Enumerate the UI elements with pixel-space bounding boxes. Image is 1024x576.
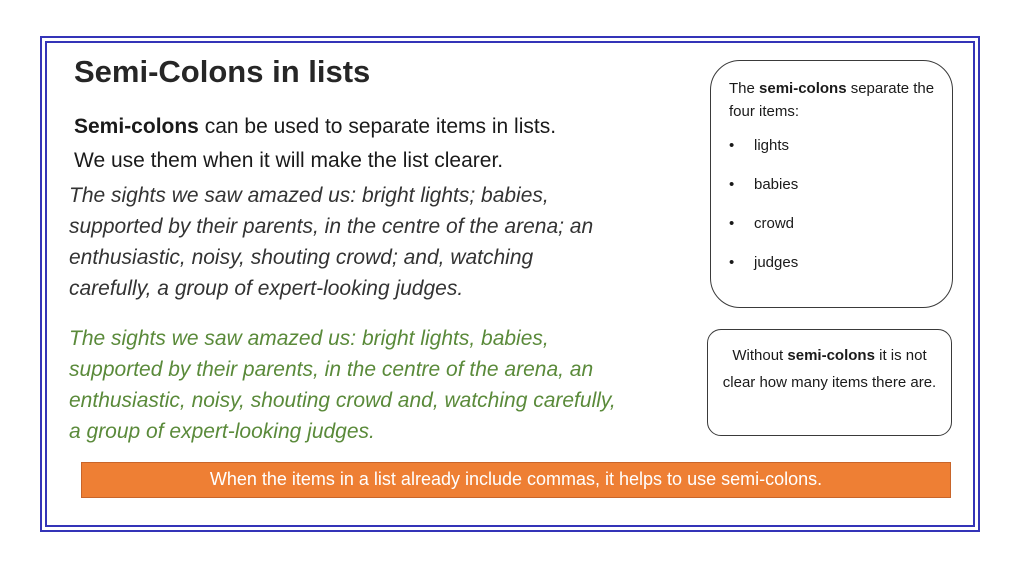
intro-text	[74, 110, 674, 178]
note-callout-box	[707, 329, 952, 436]
example-comma-line: a group of expert-looking judges.	[69, 420, 375, 443]
page-title: Semi-Colons in lists	[74, 54, 371, 89]
example-semi-line: carefully, a group of expert-looking judges.	[69, 277, 464, 300]
items-callout-box	[710, 60, 953, 308]
example-semi-line: The sights we saw amazed us: bright lights; babies,	[69, 184, 549, 207]
list-item	[729, 176, 938, 215]
example-semi-line: supported by their parents, in the centre of the arena; an	[69, 215, 594, 238]
list-item	[729, 254, 938, 293]
note-term: semi-colons	[787, 347, 875, 364]
summary-banner: When the items in a list already include commas, it helps to use semi-colons.	[81, 462, 951, 498]
intro-line-2: We use them when it will make the list clearer.	[74, 149, 504, 172]
items-list	[729, 137, 938, 293]
bullet-icon: •	[729, 254, 735, 271]
bullet-icon: •	[729, 215, 735, 232]
bullet-icon: •	[729, 176, 735, 193]
list-item	[729, 215, 938, 254]
list-item-label: crowd	[754, 215, 795, 232]
lead-term: semi-colons	[759, 80, 847, 97]
note-pre: Without	[732, 347, 788, 364]
intro-term: Semi-colons	[74, 115, 199, 138]
example-with-semicolons	[69, 180, 684, 304]
list-item-label: lights	[754, 137, 790, 154]
list-item	[729, 137, 938, 176]
example-with-commas	[69, 323, 684, 447]
intro-line-1-rest: can be used to separate items in lists.	[198, 115, 557, 138]
list-item-label: judges	[754, 254, 799, 271]
example-comma-line: The sights we saw amazed us: bright lights, babies,	[69, 327, 549, 350]
bullet-icon: •	[729, 137, 735, 154]
example-comma-line: supported by their parents, in the centre of the arena, an	[69, 358, 594, 381]
list-item-label: babies	[754, 176, 799, 193]
example-comma-line: enthusiastic, noisy, shouting crowd and, watching carefully,	[69, 389, 616, 412]
intro-line-1	[74, 110, 674, 144]
note-post: it is not clear how many items there are.	[722, 347, 937, 391]
lead-post: separate the four items:	[729, 80, 935, 120]
example-semi-line: enthusiastic, noisy, shouting crowd; and, watching	[69, 246, 534, 269]
lead-pre: The	[729, 80, 760, 97]
items-callout-lead	[729, 77, 938, 123]
